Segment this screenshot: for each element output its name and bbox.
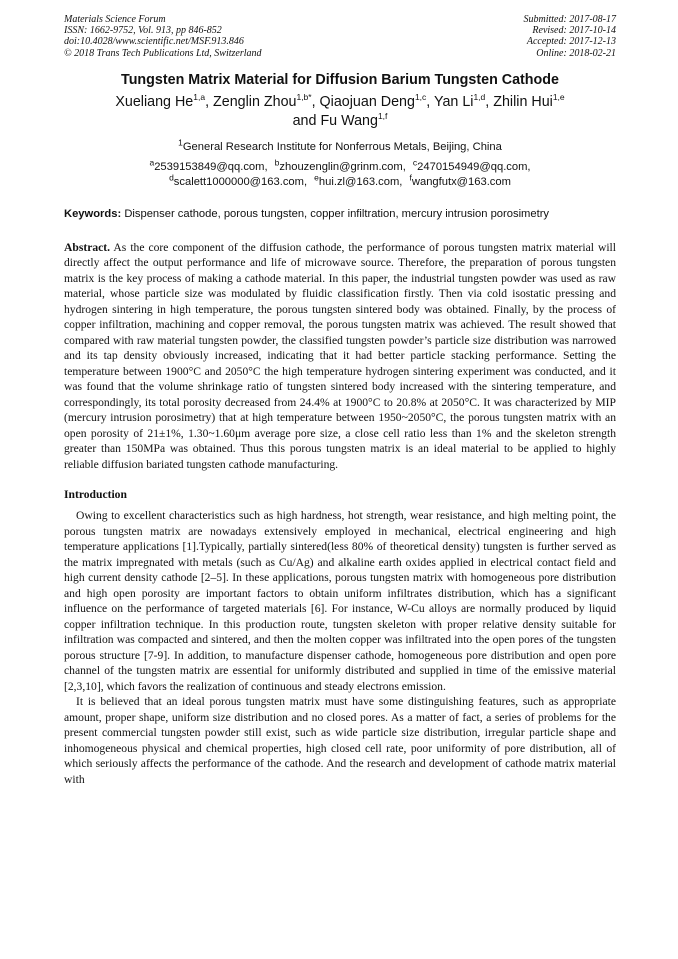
email-mark: d xyxy=(169,172,174,183)
affiliation-text: General Research Institute for Nonferrous Metals, Beijing, China xyxy=(182,140,502,153)
journal-name: Materials Science Forum xyxy=(64,14,166,25)
email-mark: f xyxy=(409,172,412,183)
article-dates xyxy=(524,14,617,59)
email-mark: a xyxy=(149,157,155,168)
date-online: Online: 2018-02-21 xyxy=(536,47,616,59)
date-revised: Revised: 2017-10-14 xyxy=(532,25,616,37)
email-link[interactable]: 2470154949@qq.com, xyxy=(417,160,531,173)
email-mark: b xyxy=(274,157,280,168)
abstract-text: As the core component of the diffusion cathode, the performance of porous tungsten matrix material will directly affect the output performance and life of microwave source. Therefore, the preparation of porous tungsten matrix is the key process of making a cathode material. In this paper, the industrial tungsten powder was used as raw material, whose particle size was modulated by fluidic classification firstly. Then via cold isostatic pressing and hydrogen sintering in high temperature, the porous tungsten sintered body was obtained. Finally, by the process of copper infiltration, machining and copper removal, the porous tungsten matrix was achieved. The result showed that compared with raw material tungsten powder, the classified tungsten powder’s particle size distribution was narrowed and its tap density obviously increased, indicating that it had better particle stacking performance. Setting the temperature between 1900°C and 2050°C the high temperature hydrogen sintering experiment was conducted, and it was found that the volume shrinkage ratio of tungsten sintered body increased with the sintering temperature, and correspondingly, its total porosity decreased from 24.4% at 1900°C to 20.8% at 2050°C. It was characterized by MIP (mercury intrusion porosimetry) that at high temperature between 1950~2050°C, the porous tungsten matrix with an open porosity of 21±1%, 1.30~1.60μm average pore size, a close cell ratio less than 1% and the skeleton strength greater than 150MPa was obtained. Thus this porous tungsten matrix is an ideal material to be applied to highly reliable diffusion bariated tungsten cathode manufacturing. xyxy=(64,240,616,471)
email-link[interactable]: scalett1000000@163.com, xyxy=(173,175,308,188)
author-affiliation-mark: 1,b* xyxy=(296,92,312,103)
paragraph: Owing to excellent characteristics such as high hardness, hot strength, wear resistance, and high melting point, the porous tungsten matrix are nowadays extensively employed in mechanical, electrical engineering and high temperature applications [1].Typically, partially sintered(less 80% of theoretical density) tungsten is further served as the matrix impregnated with metals (such as Cu/Ag) and alkaline earth oxides applied in electrical contact field and high current density cathode [2–5]. In these applications, porous tungsten matrix with homogeneous pore distribution and high open porosity are important factors to obtain uniform infiltrates distribution, which has a significant influence on the performance of targeted materials [6]. For instance, W-Cu alloys are normally produced by liquid copper infiltration technique. In this production route, tungsten skeleton with proper relative density suitable for infiltration was compacted and sintered, and then the molten copper was infiltrated into the open pores of the tungsten porous structure [7-9]. In addition, to manufacture dispenser cathode, homogeneous pore distribution and open pore channel of the tungsten matrix are essential for uniformly distributed and supplied in time of the emissive material [2,3,10], which favors the realization of continuous and steady electrons emission. xyxy=(64,509,616,693)
email-mark: c xyxy=(412,157,418,168)
author-emails xyxy=(64,157,616,190)
abstract-label: Abstract. xyxy=(64,240,111,254)
author-name: Xueliang He xyxy=(115,93,194,110)
journal-info xyxy=(64,14,262,59)
paragraph: It is believed that an ideal porous tungsten matrix must have some distinguishing features, such as appropriate amount, proper shape, uniform size distribution and no closed pores. As a matter of fact, a series of problems for the present commercial tungsten powder still exist, such as wide particle size distribution, irregular particle shape and inhomogeneous physical and chemical properties, high closed cell rate, poor uniformity of pore distribution, all of which seriously affects the performance of the cathode. And the research and development of cathode matrix material with xyxy=(64,695,616,786)
author-affiliation-mark: 1,f xyxy=(377,111,388,122)
author-affiliation-mark: 1,e xyxy=(552,92,565,103)
date-submitted: Submitted: 2017-08-17 xyxy=(523,14,616,25)
date-accepted: Accepted: 2017-12-13 xyxy=(526,36,616,48)
author-name: Zenglin Zhou xyxy=(213,93,297,110)
keywords-label: Keywords: xyxy=(64,207,122,220)
journal-issn: ISSN: 1662-9752, Vol. 913, pp 846-852 xyxy=(64,25,222,37)
author-list: Xueliang He$^{1,a}$, Zenglin Zhou$^{1,b*}$, Qiaojuan Deng$^{1,c}$, Yan Li$^{1,d}$, Zhilin Hui$^{1,e}$ and Fu Wang$^{1,f}$ xyxy=(115,92,565,129)
author-affiliation-mark: 1,d xyxy=(473,92,486,103)
email-mark: e xyxy=(314,172,319,183)
email-link[interactable]: zhouzenglin@grinm.com, xyxy=(279,160,406,173)
paper-page xyxy=(64,14,616,787)
email-link[interactable]: 2539153849@qq.com, xyxy=(154,160,268,173)
author-affiliation-mark: 1,c xyxy=(414,92,427,103)
abstract xyxy=(64,240,616,473)
author-conjunction: and xyxy=(292,112,317,129)
author-affiliation-mark: 1,a xyxy=(193,92,206,103)
section-heading-introduction: Introduction xyxy=(64,488,127,502)
paper-title: Tungsten Matrix Material for Diffusion Barium Tungsten Cathode xyxy=(121,71,559,88)
author-name: Qiaojuan Deng xyxy=(319,93,415,110)
affiliation-mark: 1 xyxy=(178,137,183,148)
affiliation xyxy=(64,137,616,154)
journal-copyright: © 2018 Trans Tech Publications Ltd, Switzerland xyxy=(64,47,262,59)
author-name: Yan Li xyxy=(433,93,474,110)
keywords-text: Dispenser cathode, porous tungsten, copper infiltration, mercury intrusion porosimetry xyxy=(124,207,550,220)
journal-header xyxy=(64,14,616,59)
email-link[interactable]: hui.zl@163.com, xyxy=(318,175,403,188)
email-link[interactable]: wangfutx@163.com xyxy=(411,175,511,188)
author-name: Zhilin Hui xyxy=(493,93,553,110)
author-name: Fu Wang xyxy=(320,112,378,129)
keywords xyxy=(64,207,616,221)
journal-doi: doi:10.4028/www.scientific.net/MSF.913.846 xyxy=(64,36,244,48)
